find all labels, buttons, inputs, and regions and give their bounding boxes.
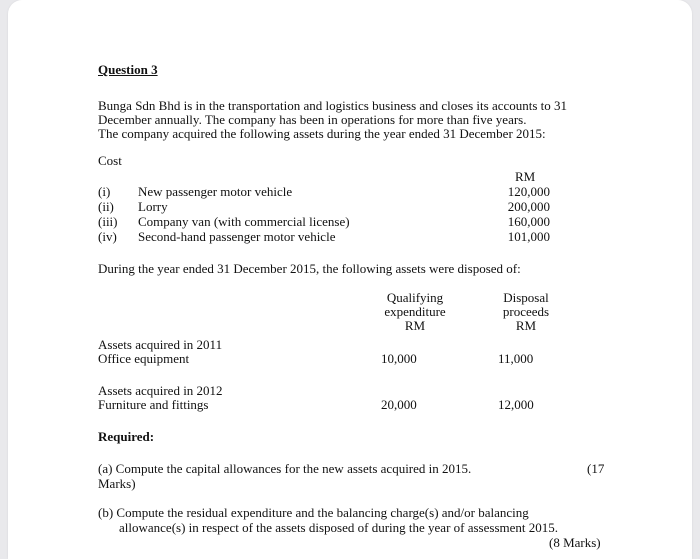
required-heading: Required: bbox=[98, 429, 155, 444]
disposal-year-label: Assets acquired in 2011 bbox=[98, 337, 223, 352]
proceeds-header-line-1: Disposal bbox=[503, 290, 549, 305]
proceeds-header-line-2: proceeds bbox=[502, 304, 550, 319]
part-a-text: (a) Compute the capital allowances for the new assets acquired in 2015. bbox=[98, 461, 472, 476]
part-b-text-line-1: (b) Compute the residual expenditure and the balancing charge(s) and/or balancing bbox=[98, 505, 529, 520]
disposal-qe-value: 20,000 bbox=[381, 397, 417, 412]
document-page bbox=[8, 0, 692, 559]
acquired-item-num: (iv) bbox=[98, 229, 117, 244]
part-a-marks-start: (17 bbox=[587, 461, 605, 476]
disposal-intro: During the year ended 31 December 2015, the following assets were disposed of: bbox=[98, 261, 521, 276]
intro-line-3: The company acquired the following assets during the year ended 31 December 2015: bbox=[98, 126, 546, 141]
question-title: Question 3 bbox=[98, 62, 158, 77]
qe-header-line-3: RM bbox=[404, 318, 426, 333]
intro-line-2: December annually. The company has been in operations for more than five years. bbox=[98, 112, 527, 127]
cost-heading: Cost bbox=[98, 153, 122, 168]
acquired-item-num: (i) bbox=[98, 184, 111, 199]
disposal-proceeds-value: 11,000 bbox=[498, 351, 534, 366]
disposal-item: Furniture and fittings bbox=[98, 397, 209, 412]
qe-header-line-1: Qualifying bbox=[386, 290, 444, 305]
acquired-item-num: (iii) bbox=[98, 214, 118, 229]
disposal-item: Office equipment bbox=[98, 351, 190, 366]
cost-currency-header: RM bbox=[515, 169, 536, 184]
intro-line-1: Bunga Sdn Bhd is in the transportation and logistics business and closes its accounts to 31 bbox=[98, 98, 568, 113]
acquired-item-amount: 120,000 bbox=[507, 184, 550, 199]
acquired-item-amount: 101,000 bbox=[507, 229, 550, 244]
acquired-item-amount: 200,000 bbox=[507, 199, 550, 214]
part-a-marks-end: Marks) bbox=[98, 476, 136, 491]
acquired-item-desc: New passenger motor vehicle bbox=[138, 184, 293, 199]
acquired-item-desc: Second-hand passenger motor vehicle bbox=[138, 229, 336, 244]
disposal-year-label: Assets acquired in 2012 bbox=[98, 383, 223, 398]
qe-header-line-2: expenditure bbox=[384, 304, 446, 319]
acquired-item-desc: Company van (with commercial license) bbox=[138, 214, 350, 229]
acquired-item-amount: 160,000 bbox=[507, 214, 550, 229]
disposal-proceeds-value: 12,000 bbox=[498, 397, 534, 412]
disposal-qe-value: 10,000 bbox=[381, 351, 417, 366]
acquired-item-desc: Lorry bbox=[138, 199, 168, 214]
proceeds-header-line-3: RM bbox=[515, 318, 537, 333]
part-b-text-line-2: allowance(s) in respect of the assets disposed of during the year of assessment 2015. bbox=[119, 520, 558, 535]
acquired-item-num: (ii) bbox=[98, 199, 114, 214]
part-b-marks: (8 Marks) bbox=[549, 535, 601, 550]
